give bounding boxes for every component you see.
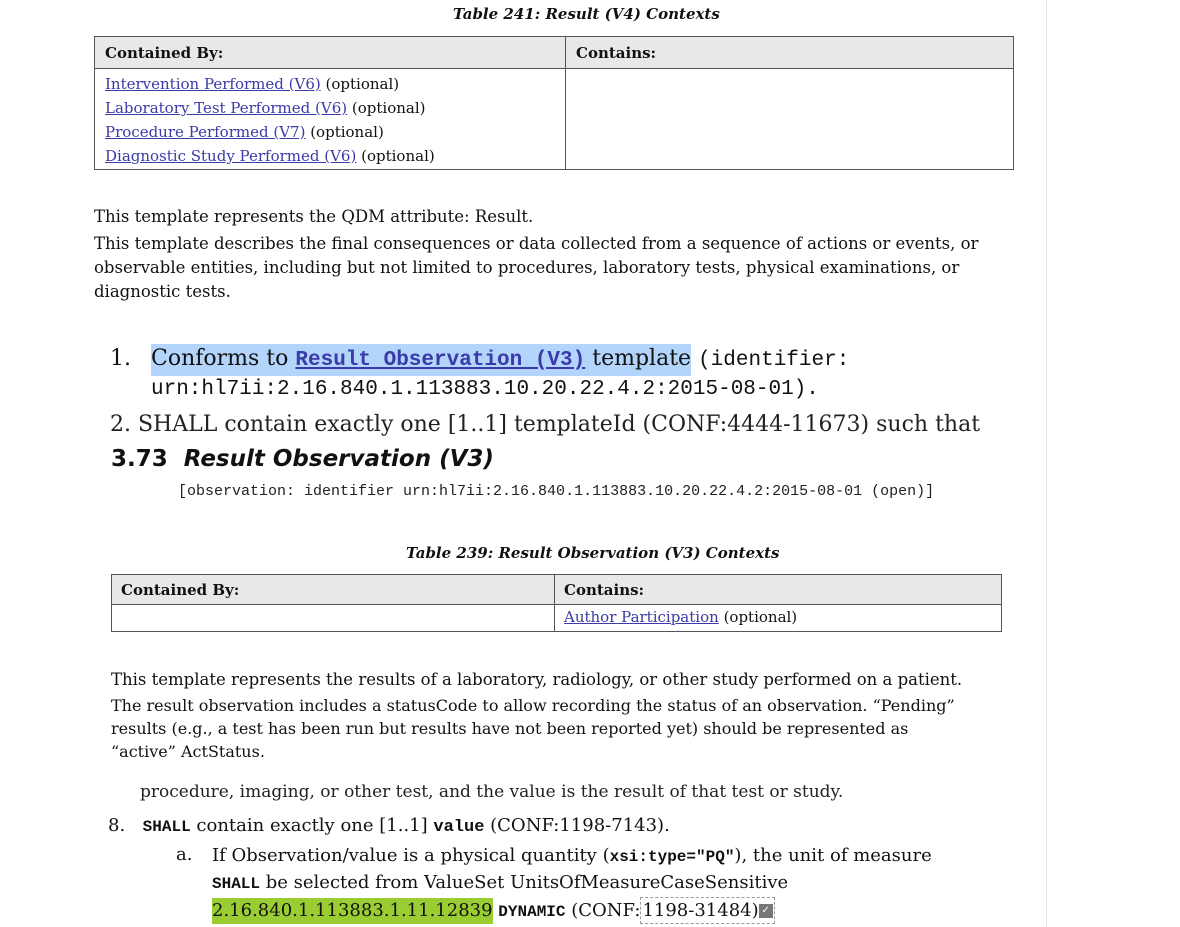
link-procedure-performed[interactable]: Procedure Performed (V7) xyxy=(105,123,306,141)
result-description-paragraph: This template describes the final consequences or data collected from a sequence of actions or events, or observable entities, including but not limited to procedures, laboratory tests, physical examinations, or diagnostic tests. xyxy=(94,234,979,301)
result-observation-link[interactable]: Result Observation (V3) xyxy=(295,349,586,372)
table-239-contains-cell: Author Participation (optional) xyxy=(555,605,1002,632)
section-number: 3.73 xyxy=(111,446,168,472)
list-number: 8. xyxy=(108,815,126,836)
table-239-header-contained-by: Contained By: xyxy=(112,575,555,605)
sub-item-a: If Observation/value is a physical quantity (xsi:type="PQ"), the unit of measure SHALL be selected from ValueSet UnitsOfMeasureCaseSensitive 2.16.840.1.113883.1.11.12839 DYNAMIC (CONF: 1198-31484) ✓ xyxy=(212,843,932,925)
partial-line-above: procedure, imaging, or other test, and the value is the result of that test or study. xyxy=(140,782,844,802)
context-item: Procedure Performed (V7) (optional) xyxy=(105,123,384,141)
context-item: Intervention Performed (V6) (optional) xyxy=(105,75,400,93)
section-heading xyxy=(111,446,494,472)
list-item-2-partial: 2. SHALL contain exactly one [1..1] templateId (CONF:4444-11673) such that xyxy=(110,412,981,437)
table-239 xyxy=(111,574,1002,632)
link-laboratory-test-performed[interactable]: Laboratory Test Performed (V6) xyxy=(105,99,348,117)
list-number: 1. xyxy=(110,346,131,371)
qdm-attribute-paragraph: This template represents the QDM attribute: Result. xyxy=(94,207,534,226)
section-title: Result Observation (V3) xyxy=(183,446,494,472)
table-239-contained-by-cell xyxy=(112,605,555,632)
table-241-header-contains: Contains: xyxy=(566,37,1014,69)
list-item-8: 8. SHALL contain exactly one [1..1] value (CONF:1198-7143). xyxy=(108,815,670,837)
result-observation-paragraph: This template represents the results of a laboratory, radiology, or other study performed on a patient. xyxy=(111,670,963,689)
table-239-header-contains: Contains: xyxy=(555,575,1002,605)
table-241-contained-by-cell xyxy=(95,69,566,170)
table-241 xyxy=(94,36,1014,170)
page-gutter xyxy=(1046,0,1047,927)
list-item-1-fragment xyxy=(110,340,1046,437)
oid-highlight: 2.16.840.1.113883.1.11.12839 xyxy=(212,898,493,924)
status-code-paragraph: The result observation includes a statusCode to allow recording the status of an observation. “Pending” results (e.g., a test has been run but results have not been reported yet) should be represented as “active” ActStatus. xyxy=(111,696,955,761)
context-item: Diagnostic Study Performed (V6) (optional) xyxy=(105,147,435,165)
context-item: Laboratory Test Performed (V6) (optional) xyxy=(105,99,426,117)
table-241-contains-cell xyxy=(566,69,1014,170)
link-intervention-performed[interactable]: Intervention Performed (V6) xyxy=(105,75,321,93)
identifier-line: urn:hl7ii:2.16.840.1.113883.10.20.22.4.2:2015-08-01). xyxy=(151,378,819,401)
link-diagnostic-study-performed[interactable]: Diagnostic Study Performed (V6) xyxy=(105,147,357,165)
conforms-line: Conforms to Result Observation (V3) template (identifier: xyxy=(151,340,849,380)
selection-highlight: Conforms to Result Observation (V3) template xyxy=(151,344,691,376)
sub-item-a-letter: a. xyxy=(176,844,193,865)
conf-content-control[interactable]: 1198-31484) ✓ xyxy=(640,897,774,924)
table-241-caption: Table 241: Result (V4) Contexts xyxy=(453,5,720,23)
checkmark-icon[interactable]: ✓ xyxy=(759,904,773,918)
table-241-header-contained-by: Contained By: xyxy=(95,37,566,69)
template-identifier: [observation: identifier urn:hl7ii:2.16.840.1.113883.10.20.22.4.2:2015-08-01 (open)] xyxy=(178,483,935,500)
table-239-caption: Table 239: Result Observation (V3) Contexts xyxy=(406,544,780,562)
author-participation-link[interactable]: Author Participation xyxy=(564,608,719,626)
